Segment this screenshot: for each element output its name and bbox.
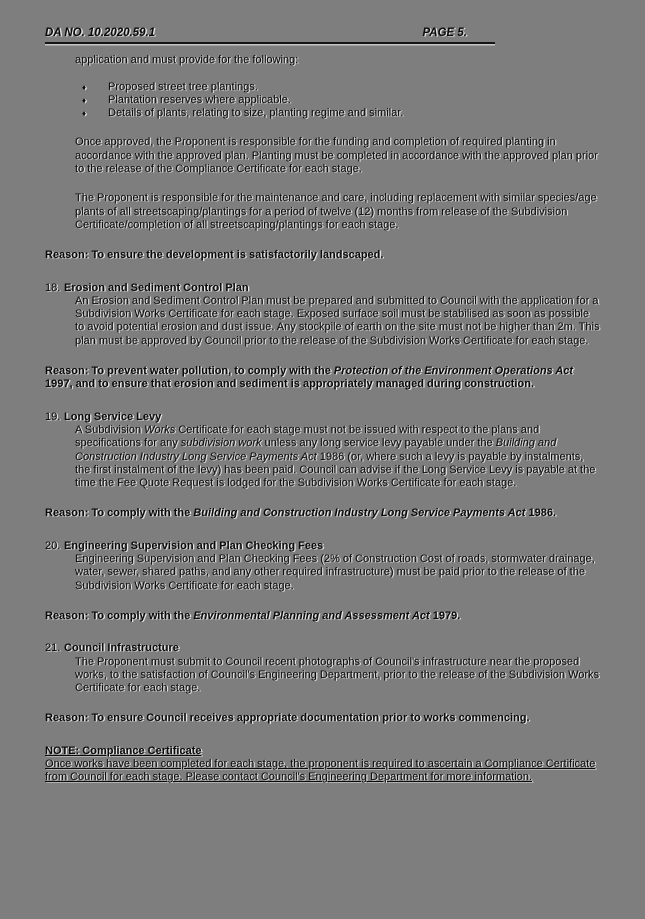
section-number: 19. — [45, 410, 61, 423]
bullet-text: Details of plants, relating to size, planting regime and similar. — [108, 107, 404, 120]
section-title: Council Infrastructure — [64, 642, 179, 655]
section-number: 20. — [45, 539, 61, 552]
section-20 — [45, 540, 600, 593]
section-body: An Erosion and Sediment Control Plan must be prepared and submitted to Council with the application for a Subdivision Works Certificate for each stage. Exposed surface soil must be stabilised as soon as possible to avoid potential erosion and dust issue. Any stockpile of earth on the site must not be higher than 2m. This plan must be approved by Council prior to the release of the Subdivision Works Certificate for each stage. — [75, 294, 600, 347]
section-18 — [45, 282, 600, 348]
bullet-item — [82, 107, 600, 120]
section-number: 18. — [45, 281, 61, 294]
bullet-item — [82, 94, 600, 107]
section-title: Engineering Supervision and Plan Checking Fees — [64, 539, 324, 552]
bullet-list — [82, 81, 600, 121]
section-title: Erosion and Sediment Control Plan — [64, 281, 249, 294]
bullet-item — [82, 81, 600, 94]
page-number: PAGE 5. — [422, 27, 467, 39]
reason-landscaping: Reason: To ensure the development is satisfactorily landscaped. — [45, 249, 384, 262]
reason-fees: Reason: To comply with the Environmental Planning and Assessment Act 1979. — [45, 609, 461, 622]
intro-lead: application and must provide for the following: — [75, 54, 299, 67]
section-19 — [45, 411, 600, 491]
section-heading — [45, 411, 600, 424]
reason-long-service-levy: Reason: To comply with the Building and Construction Industry Long Service Payments Act 1986. — [45, 507, 556, 520]
note-title: NOTE: Compliance Certificate — [45, 744, 202, 757]
da-number: DA NO. 10.2020.59.1 — [45, 27, 156, 39]
section-body: The Proponent must submit to Council recent photographs of Council's infrastructure near the proposed works, to the satisfaction of Council's Engineering Department, prior to the release of the Subdivision Works Certificate for each stage. — [75, 655, 600, 695]
bullet-icon: ♦ — [82, 109, 87, 119]
condition-paragraph: The Proponent is responsible for the maintenance and care, including replacement with similar species/age plants of all streetscaping/plantings for a period of twelve (12) months from release of the Subdivision Certificate/completion of all streetscaping/plantings for each stage. — [75, 192, 597, 231]
section-heading — [45, 282, 600, 295]
condition-paragraph: Once approved, the Proponent is responsible for the funding and completion of required planting in accordance with the approved plan. Planting must be completed in accordance with the approved plan prior to the release of the Compliance Certificate for each stage. — [75, 136, 598, 176]
section-body: A Subdivision Works Certificate for each stage must not be issued with respect to the plans and specifications for any subdivision work unless any long service levy payable under the Building and Construction Industry Long Service Payments Act 1986 (or, where such a levy is payable by instalments, the first instalment of the levy) has been paid. Council can advise if the Long Service Levy is payable at the time the Fee Quote Request is lodged for the Subdivision Works Certificate for each stage. — [75, 423, 596, 490]
section-heading — [45, 540, 600, 553]
section-21 — [45, 642, 600, 695]
bullet-icon: ♦ — [82, 82, 87, 92]
bullet-icon: ♦ — [82, 95, 87, 105]
note-body: Once works have been completed for each stage, the proponent is required to ascertain a Compliance Certificate from Council for each stage. Please contact Council's Engineering Department for more information. — [45, 757, 596, 784]
section-body: Engineering Supervision and Plan Checking Fees (2% of Construction Cost of roads, stormwater drainage, water, sewer, shared paths, and any other required infrastructure) must be paid prior to the release of the Subdivision Works Certificate for each stage. — [75, 553, 595, 592]
section-heading — [45, 642, 600, 655]
bullet-text: Proposed street tree plantings. — [108, 80, 258, 93]
compliance-note — [45, 745, 600, 785]
bullet-text: Plantation reserves where applicable. — [108, 93, 291, 106]
section-number: 21. — [45, 642, 61, 655]
reason-erosion: Reason: To prevent water pollution, to comply with the Protection of the Environment Operations Act 1997, and to ensure that erosion and sediment is appropriately managed during construction. — [45, 365, 574, 391]
section-title: Long Service Levy — [64, 410, 162, 423]
reason-infrastructure: Reason: To ensure Council receives appropriate documentation prior to works commencing. — [45, 712, 530, 725]
page-header — [45, 27, 495, 44]
